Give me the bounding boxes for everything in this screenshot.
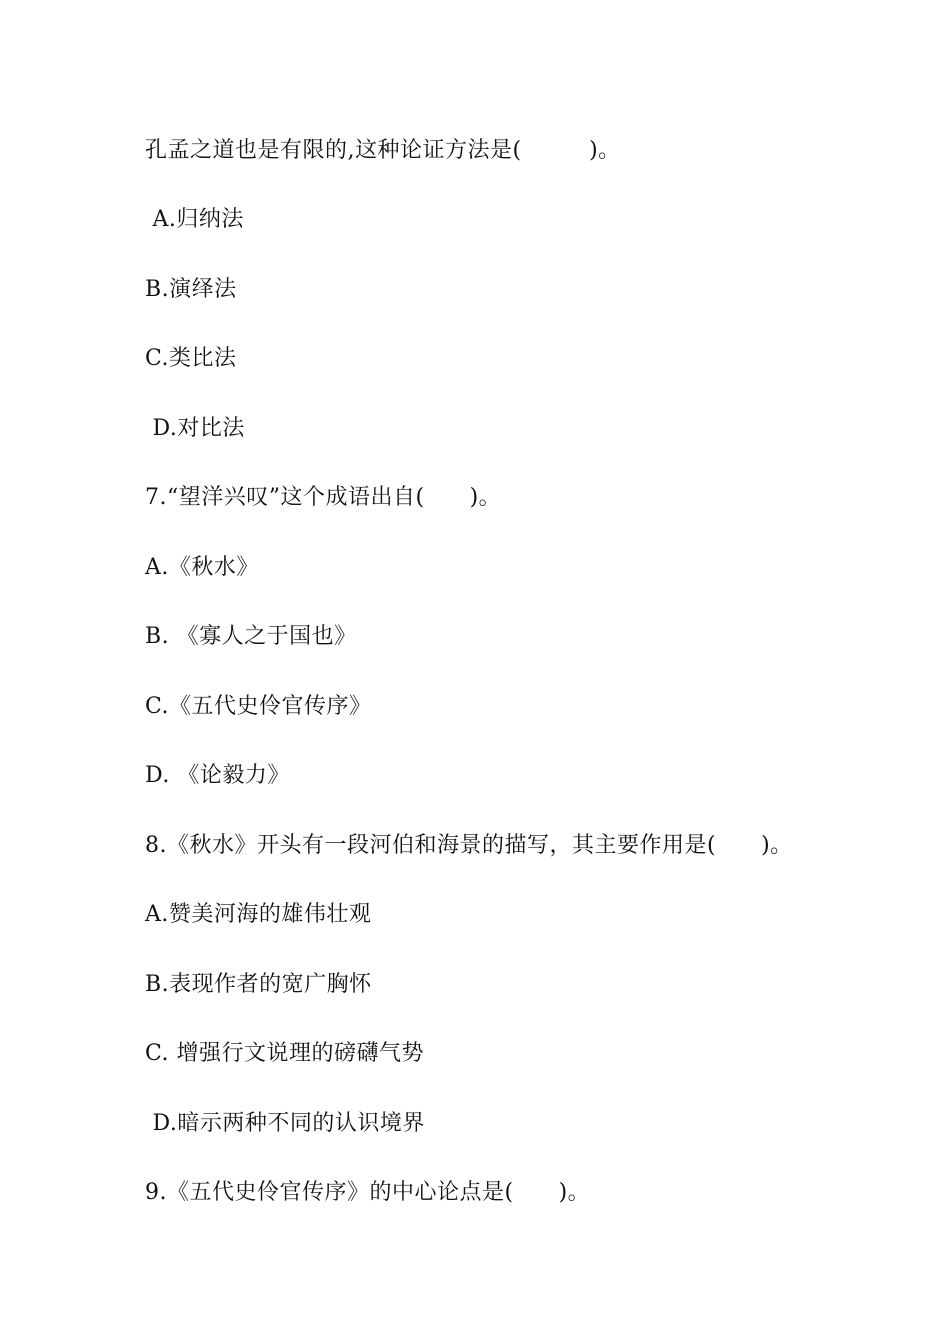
question-6-stem-continuation: 孔孟之道也是有限的,这种论证方法是( )。: [145, 138, 621, 163]
question-7-stem: 7.“望洋兴叹”这个成语出自( )。: [145, 485, 502, 510]
question-8-stem: 8.《秋水》开头有一段河伯和海景的描写，其主要作用是( )。: [145, 833, 793, 858]
question-7-option-b: B. 《寡人之于国也》: [145, 624, 357, 649]
question-7-option-a: A.《秋水》: [145, 555, 259, 580]
question-8-option-a: A.赞美河海的雄伟壮观: [145, 902, 372, 927]
question-7-option-d: D. 《论毅力》: [145, 763, 290, 788]
question-8-option-c: C. 增强行文说理的磅礴气势: [145, 1041, 425, 1066]
question-6-option-a: A.归纳法: [145, 207, 244, 232]
question-6-option-b: B.演绎法: [145, 277, 237, 302]
question-7-option-c: C.《五代史伶官传序》: [145, 694, 372, 719]
question-8-option-d: D.暗示两种不同的认识境界: [145, 1111, 425, 1136]
question-9-stem: 9.《五代史伶官传序》的中心论点是( )。: [145, 1180, 591, 1205]
question-6-option-d: D.对比法: [145, 416, 245, 441]
question-6-option-c: C.类比法: [145, 346, 237, 371]
question-8-option-b: B.表现作者的宽广胸怀: [145, 972, 372, 997]
